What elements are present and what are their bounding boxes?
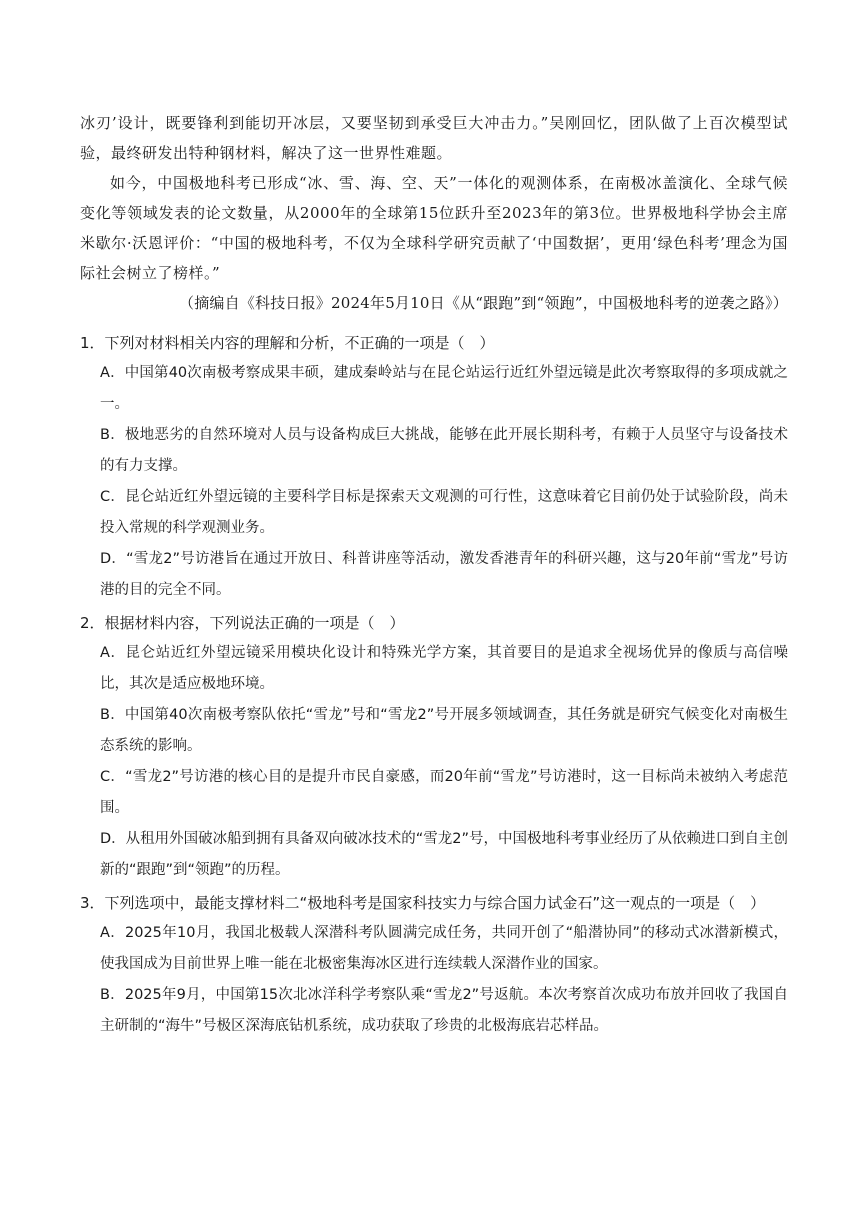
option-c: C．“雪龙2”号访港的核心目的是提升市民自豪感，而20年前“雪龙”号访港时，这一目标尚未被纳入考虑范围。 bbox=[100, 769, 788, 816]
document-page bbox=[80, 108, 788, 1042]
question-2 bbox=[80, 608, 788, 886]
option-a: A．2025年10月，我国北极载人深潜科考队圆满完成任务，共同开创了“船潜协同”的移动式冰潜新模式，使我国成为目前世界上唯一能在北极密集海冰区进行连续载人深潜作业的国家。 bbox=[100, 925, 788, 972]
question-stem: 1．下列对材料相关内容的理解和分析，不正确的一项是（ ） bbox=[80, 334, 495, 352]
passage-source: （摘编自《科技日报》2024年5月10日《从“跟跑”到“领跑”，中国极地科考的逆袭之路》） bbox=[179, 294, 788, 312]
option-d: D．从租用外国破冰船到拥有具备双向破冰技术的“雪龙2”号，中国极地科考事业经历了从依赖进口到自主创新的“跟跑”到“领跑”的历程。 bbox=[100, 831, 788, 878]
option-b: B．极地恶劣的自然环境对人员与设备构成巨大挑战，能够在此开展长期科考，有赖于人员坚守与设备技术的有力支撑。 bbox=[100, 427, 788, 474]
option-d: D．“雪龙2”号访港旨在通过开放日、科普讲座等活动，激发香港青年的科研兴趣，这与20年前“雪龙”号访港的目的完全不同。 bbox=[100, 551, 788, 598]
option-c: C．昆仑站近红外望远镜的主要科学目标是探索天文观测的可行性，这意味着它目前仍处于试验阶段，尚未投入常规的科学观测业务。 bbox=[100, 489, 788, 536]
passage-paragraph-2: 如今，中国极地科考已形成“冰、雪、海、空、天”一体化的观测体系，在南极冰盖演化、全球气候变化等领域发表的论文数量，从2000年的全球第15位跃升至2023年的第3位。世界极地科学协会主席米歇尔·沃恩评价：“中国的极地科考，不仅为全球科学研究贡献了‘中国数据’，更用‘绿色科考’理念为国际社会树立了榜样。” bbox=[80, 174, 788, 282]
question-stem: 2．根据材料内容，下列说法正确的一项是（ ） bbox=[80, 614, 405, 632]
question-3 bbox=[80, 888, 788, 1042]
option-a: A．昆仑站近红外望远镜采用模块化设计和特殊光学方案，其首要目的是追求全视场优异的像质与高信噪比，其次是适应极地环境。 bbox=[100, 645, 788, 692]
option-b: B．中国第40次南极考察队依托“雪龙”号和“雪龙2”号开展多领域调查，其任务就是研究气候变化对南极生态系统的影响。 bbox=[100, 707, 788, 754]
option-b: B．2025年9月，中国第15次北冰洋科学考察队乘“雪龙2”号返航。本次考察首次成功布放并回收了我国自主研制的“海牛”号极区深海底钻机系统，成功获取了珍贵的北极海底岩芯样品。 bbox=[100, 987, 788, 1034]
passage-paragraph-1: 冰刃’设计，既要锋利到能切开冰层，又要坚韧到承受巨大冲击力。”吴刚回忆，团队做了上百次模型试验，最终研发出特种钢材料，解决了这一世界性难题。 bbox=[80, 114, 788, 162]
option-a: A．中国第40次南极考察成果丰硕，建成秦岭站与在昆仑站运行近红外望远镜是此次考察取得的多项成就之一。 bbox=[100, 365, 788, 412]
question-stem: 3．下列选项中，最能支撑材料二“极地科考是国家科技实力与综合国力试金石”这一观点的一项是（ ） bbox=[80, 894, 766, 912]
question-1 bbox=[80, 328, 788, 606]
